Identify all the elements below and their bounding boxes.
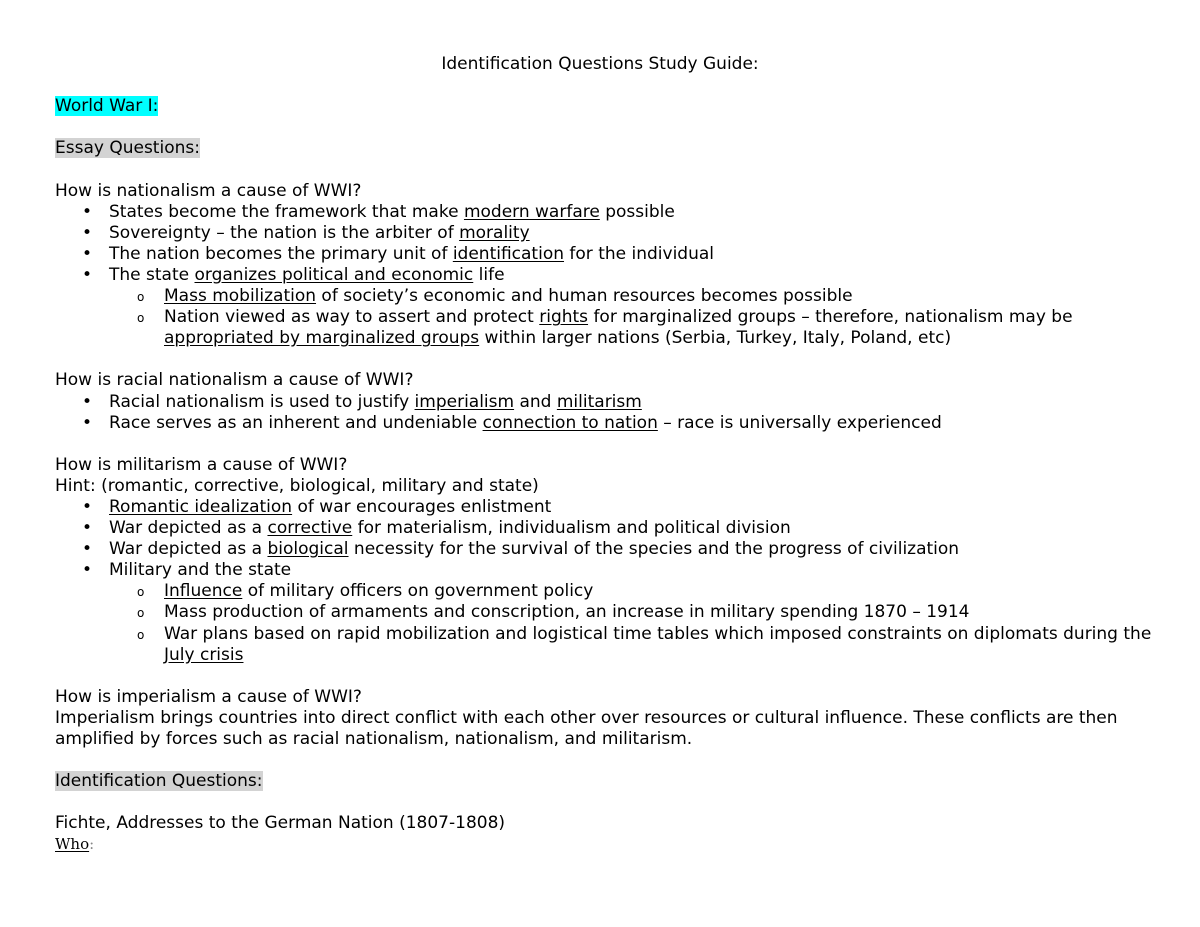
- identification-heading-text: Identification Questions:: [55, 771, 263, 792]
- bullet-item: • States become the framework that make modern warfare possible: [55, 202, 1155, 223]
- who-line: [55, 834, 1155, 855]
- imperialism-answer: Imperialism brings countries into direct conflict with each other over resources or cultural influence. These conflicts are then amplified by forces such as racial nationalism, nationalism, and militarism.: [55, 707, 1118, 749]
- who-label: Who: [55, 835, 90, 854]
- racial-nationalism-bullets: [55, 392, 1155, 434]
- who-colon: :: [89, 835, 95, 854]
- sub-bullet-item: o Mass mobilization of society’s economic and human resources becomes possible: [109, 286, 1155, 307]
- sub-bullets: [109, 286, 1155, 349]
- bullet-item: • War depicted as a biological necessity for the survival of the species and the progress of civilization: [55, 539, 1155, 560]
- essay-heading: [55, 138, 1155, 159]
- page-title: Identification Questions Study Guide:: [441, 54, 759, 74]
- bullet-item: • The nation becomes the primary unit of identification for the individual: [55, 244, 1155, 265]
- document-page: [55, 54, 1155, 856]
- bullet-item: • Military and the state o Influence of military officers on government policy o Mass production of armaments and conscription, an increase in military spending 1870 – 1914 o War plans based on rapid mobilization and logistical time tables which imposed constraints on diplomats during the July crisis: [55, 560, 1155, 665]
- identification-heading: [55, 771, 1155, 792]
- bullet-item: • Romantic idealization of war encourages enlistment: [55, 497, 1155, 518]
- sub-bullet-item: o Mass production of armaments and conscription, an increase in military spending 1870 – 1914: [109, 602, 1155, 623]
- sub-bullet-item: o War plans based on rapid mobilization and logistical time tables which imposed constraints on diplomats during the July crisis: [109, 624, 1155, 666]
- bullet-item: • Racial nationalism is used to justify imperialism and militarism: [55, 392, 1155, 413]
- nationalism-bullets: [55, 202, 1155, 350]
- essay-heading-text: Essay Questions:: [55, 138, 200, 159]
- sub-bullets: [109, 581, 1155, 665]
- bullet-item: • The state organizes political and economic life o Mass mobilization of society’s economic and human resources becomes possible o Nation viewed as way to assert and protect rights for marginalized groups – therefore, nationalism may be appropriated by marginalized groups within larger nations (Serbia, Turkey, Italy, Poland, etc): [55, 265, 1155, 349]
- sub-bullet-item: o Influence of military officers on government policy: [109, 581, 1155, 602]
- question-imperialism: How is imperialism a cause of WWI?: [55, 686, 362, 707]
- question-racial-nationalism: How is racial nationalism a cause of WWI?: [55, 370, 414, 391]
- militarism-bullets: [55, 497, 1155, 666]
- fichte-entry: Fichte, Addresses to the German Nation (1807-1808): [55, 813, 506, 834]
- question-nationalism: How is nationalism a cause of WWI?: [55, 180, 362, 201]
- hint-text: Hint: (romantic, corrective, biological, military and state): [55, 475, 539, 496]
- bullet-item: • Race serves as an inherent and undeniable connection to nation – race is universally experienced: [55, 413, 1155, 434]
- bullet-item: • Sovereignty – the nation is the arbiter of morality: [55, 223, 1155, 244]
- bullet-item: • War depicted as a corrective for materialism, individualism and political division: [55, 518, 1155, 539]
- sub-bullet-item: o Nation viewed as way to assert and protect rights for marginalized groups – therefore, nationalism may be appropriated by marginalized groups within larger nations (Serbia, Turkey, Italy, Poland, etc): [109, 307, 1155, 349]
- section-heading-text: World War I:: [55, 96, 159, 117]
- section-heading: [55, 96, 1155, 117]
- question-militarism: How is militarism a cause of WWI?: [55, 454, 348, 475]
